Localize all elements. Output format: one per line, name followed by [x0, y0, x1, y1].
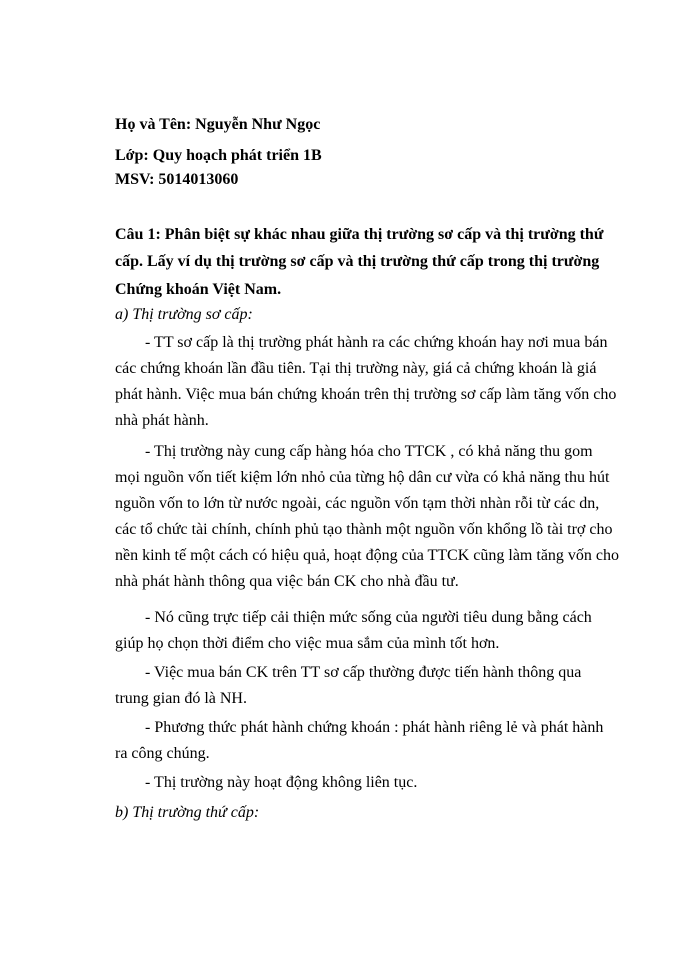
- para-1-line-4: nhà phát hành.: [115, 412, 209, 429]
- para-2-line-6: nhà phát hành thông qua việc bán CK cho nhà đầu tư.: [115, 573, 459, 590]
- section-b-heading: b) Thị trường thứ cấp:: [115, 804, 260, 821]
- para-2-line-2: mọi nguồn vốn tiết kiệm lớn nhỏ của từng hộ dân cư vừa có khả năng thu hút: [115, 469, 610, 486]
- question-line-1: Câu 1: Phân biệt sự khác nhau giữa thị trường sơ cấp và thị trường thứ: [115, 226, 604, 243]
- para-1-line-2: các chứng khoán lần đầu tiên. Tại thị trường này, giá cả chứng khoán là giá: [115, 360, 597, 377]
- question-line-2: cấp. Lấy ví dụ thị trường sơ cấp và thị trường thứ cấp trong thị trường: [115, 253, 600, 270]
- para-2-line-3: nguồn vốn to lớn từ nước ngoài, các nguồn vốn tạm thời nhàn rỗi từ các dn,: [115, 495, 600, 512]
- para-3-line-2: giúp họ chọn thời điểm cho việc mua sắm của mình tốt hơn.: [115, 635, 500, 652]
- para-1-line-1: - TT sơ cấp là thị trường phát hành ra các chứng khoán hay nơi mua bán: [145, 334, 608, 351]
- para-5-line-2: ra công chúng.: [115, 745, 210, 762]
- student-name: Họ và Tên: Nguyễn Như Ngọc: [115, 116, 321, 133]
- student-class: Lớp: Quy hoạch phát triển 1B: [115, 147, 322, 164]
- para-2-line-5: nền kinh tế một cách có hiệu quả, hoạt động của TTCK cũng làm tăng vốn cho: [115, 547, 620, 564]
- para-2-line-1: - Thị trường này cung cấp hàng hóa cho TTCK , có khả năng thu gom: [145, 443, 593, 460]
- para-2-line-4: các tổ chức tài chính, chính phủ tạo thành một nguồn vốn khổng lồ tài trợ cho: [115, 521, 613, 538]
- para-4-line-2: trung gian đó là NH.: [115, 690, 247, 707]
- question-line-3: Chứng khoán Việt Nam.: [115, 281, 282, 298]
- para-4-line-1: - Việc mua bán CK trên TT sơ cấp thường được tiến hành thông qua: [145, 664, 582, 681]
- student-id: MSV: 5014013060: [115, 171, 239, 188]
- para-1-line-3: phát hành. Việc mua bán chứng khoán trên thị trường sơ cấp làm tăng vốn cho: [115, 386, 617, 403]
- para-6-line-1: - Thị trường này hoạt động không liên tục.: [145, 774, 418, 791]
- para-3-line-1: - Nó cũng trực tiếp cải thiện mức sống của người tiêu dung bằng cách: [145, 609, 592, 626]
- section-a-heading: a) Thị trường sơ cấp:: [115, 306, 253, 323]
- para-5-line-1: - Phương thức phát hành chứng khoán : phát hành riêng lẻ và phát hành: [145, 719, 604, 736]
